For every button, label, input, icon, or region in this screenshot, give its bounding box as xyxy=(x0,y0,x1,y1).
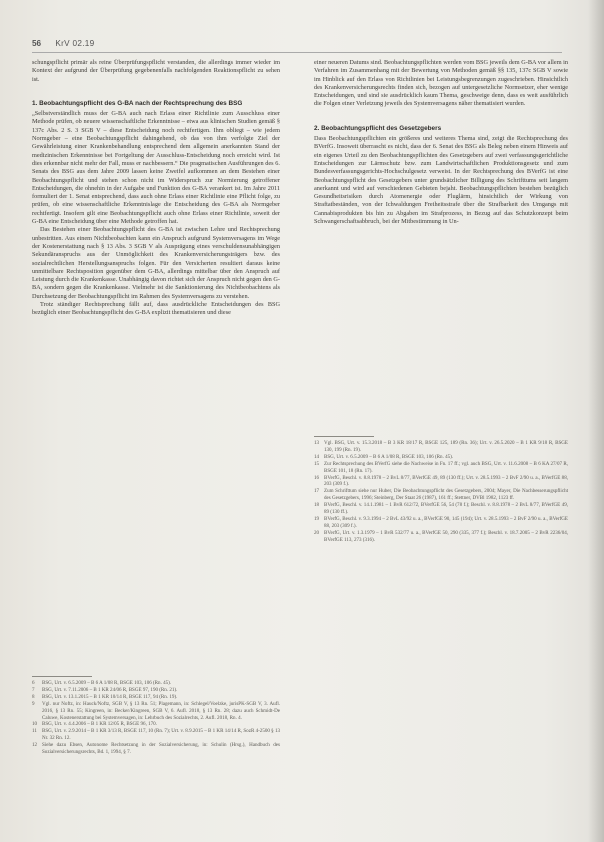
footnote-text: BSG, Urt. v. 13.1.2015 – B 1 KR 10/14 R, BSGE 117, 94 (Rn. 19). xyxy=(42,693,178,700)
footnote-number: 8 xyxy=(32,693,35,700)
footnote-text: BSG, Urt. v. 2.9.2014 – B 1 KR 3/13 R, BSGE 117, 10 (Rn. 7); Urt. v. 8.9.2015 – B 1 KR 14/14 R, SozR 4-2500 § 13 Nr. 32 Rn. 12. xyxy=(42,728,280,742)
footnote xyxy=(314,461,568,475)
footnote xyxy=(32,742,280,756)
section-2-paragraph-1: Dass Beobachtungspflichten ein größeres und weiteres Thema sind, zeigt die Rechtsprechung des BVerfG. Insoweit überrascht es nicht, dass der 6. Senat des BSG als Beleg neben einem Hinweis auf ein eigenes Urteil zu den Beobachtungspflichten des Gesetzgebers auf zwei verfassungsgerichtliche Entscheidungen zur Lärmschutz bzw. zum Landwirtschaftlichen Produktionsgesetz und zum Bundesverfassungsgerichts-Hochschulgesetz verweist. In der Rechtsprechung des BVerfG ist eine Beobachtungspflicht des Gesetzgebers unter grundsätzlicher Billigung des Schrifttums seit langem anerkannt und wird auf verschiedenen Gebieten bejaht. Beobachtungspflichten bestehen bezüglich Gesundheitsrisiken durch Atomenergie oder Fluglärm, hinsichtlich der Wirkung von Straftatbeständen, von der Ichwaldungen Freiheitsstrafe über die Strafbarkeit des Umgangs mit Cannabisprodukten bis hin zu Abgaben im Strafprozess, in Bezug auf das Schutzkonzept beim Schwangerschaftsabbruch, bei der Mitbestimmung in Un- xyxy=(314,135,568,226)
footnote-number: 15 xyxy=(314,460,320,467)
section-1-paragraph-3: Trotz ständiger Rechtsprechung fällt auf, dass ausdrückliche Entscheidungen des BSG bezüglich einer Beobachtungspflicht des G-BA explizit thematisieren und diese xyxy=(32,301,280,317)
footnotes-right xyxy=(314,440,568,830)
footnote-number: 11 xyxy=(32,728,37,735)
footnote-text: Vgl. nur Noftz, in: Hauck/Noftz, SGB V, § 13 Rn. 51; Plagemann, in: Schlegel/Voelzke, jurisPK-SGB V, 3. Aufl. 2016, § 13 Rn. 55; Kingreen, in: Becker/Kingreen, SGB V, 6. Aufl. 2018, § 13 Rn. 28; dazu auch Schmidt-De Caluwe, Kostenerstattung bei Systemversagen, in: Lehrbuch des Sozialrechts, 2. Aufl. 2018, Rn. 4. xyxy=(42,700,280,721)
footnote-text: BSG, Urt. v. 4.4.2006 – B 1 KR 12/05 R, BSGE 96, 170. xyxy=(42,721,157,728)
footnote xyxy=(314,475,568,489)
footnote xyxy=(314,516,568,530)
footnote xyxy=(314,530,568,544)
footnote-text: Zur Rechtsprechung des BVerfG siehe die Nachweise in Fn. 17 ff.; vgl. auch BSG, Urt. v. 11.6.2008 – B 6 KA 27/07 R, BSGE 101, 18 (Rn. 17). xyxy=(324,460,568,474)
footnote xyxy=(32,687,280,694)
footnote xyxy=(32,680,280,687)
footnote-rule-right xyxy=(314,436,374,437)
footnote-number: 18 xyxy=(314,502,320,509)
footnote-text: BSG, Urt. v. 6.5.2009 – B 6 A 1/08 R, BSGE 103, 106 (Rn. 45). xyxy=(42,680,172,686)
footnote-text: BVerfG, Urt. v. 1.3.1979 – 1 BvR 532/77 u. a., BVerfGE 50, 290 (335, 377 f.); Beschl. v. 18.7.2005 – 2 BvR 2236/04, BVerfGE 113, 273 (316). xyxy=(324,529,568,543)
footnote-number: 10 xyxy=(32,721,38,728)
journal-title: KrV 02.19 xyxy=(55,39,95,48)
footnote-number: 19 xyxy=(314,515,320,522)
footnote-number: 7 xyxy=(32,686,35,693)
footnote xyxy=(32,701,280,722)
footnote-text: BVerfG, Beschl. v. 8.8.1978 – 2 BvL 8/77, BVerfGE 49, 89 (130 ff.); Urt. v. 28.5.1993 – 2 BvF 2/90 u. a., BVerfGE 88, 203 (309 f.). xyxy=(324,474,568,488)
footnote-number: 12 xyxy=(32,742,38,749)
footnote-text: Siehe dazu Ebsen, Autonome Rechtsetzung in der Sozialversicherung, in: Schulin (Hrsg.), Handbuch des Sozialversicherungsrechts, Bd. 1, 1994, § 7. xyxy=(42,742,280,756)
footnote-number: 17 xyxy=(314,488,320,495)
right-paragraph-1: einer neueren Datums sind. Beobachtungspflichten werden vom BSG jeweils dem G-BA vor allem in Verfahren im Zusammenhang mit der Bewertung von Methoden gemäß §§ 135, 137c SGB V sowie im Hinblick auf den Erlass von Richtlinien bei Leistungsbegrenzungen zugeschrieben. Hinsichtlich des Krankenversicherungsrechts finden sich, bezogen auf untergesetzliche Normsetzer, eher wenige Entscheidungen, und sind sie ausdrücklich kaum Thema, geschweige denn, dass es weit ausführlich die Folgen einer Verletzung jeweils des Systemversagens näher thematisiert wurden. xyxy=(314,59,568,108)
intro-paragraph: schungspflicht primär als reine Überprüfungspflicht verstanden, die allerdings immer wieder im Kontext der aufgrund der Überprüfung gegebenenfalls nachfolgenden Reaktionspflicht zu sehen ist. xyxy=(32,59,280,83)
footnote-number: 9 xyxy=(32,700,35,707)
running-header xyxy=(32,39,562,51)
footnote xyxy=(314,454,568,461)
footnote xyxy=(314,488,568,502)
footnotes-left xyxy=(32,680,280,830)
footnote-text: Zum Schrifttum siehe nur Huber, Die Beobachtungspflicht des Gesetzgebers, 2004; Mayer, Die Nachbesserungspflicht des Gesetzgebers, 1996; Steinberg, Der Staat 26 (1987), 161 ff.; Stettner, DVBl 1982, 1123 ff. xyxy=(324,488,568,502)
footnote-number: 20 xyxy=(314,529,320,536)
footnote xyxy=(314,502,568,516)
footnote-text: BVerfG, Beschl. v. 14.1.1981 – 1 BvR 612/72, BVerfGE 56, 54 (78 f.); Beschl. v. 8.8.1978 – 2 BvL 8/77, BVerfGE 49, 89 (130 ff.). xyxy=(324,502,568,516)
footnote-number: 6 xyxy=(32,680,35,686)
footnote xyxy=(32,694,280,701)
header-rule xyxy=(32,52,562,53)
section-1-heading: 1. Beobachtungspflicht des G-BA nach der Rechtsprechung des BSG xyxy=(32,99,243,107)
footnote-rule-left xyxy=(32,676,92,677)
footnote-number: 13 xyxy=(314,440,320,446)
footnote-text: BVerfG, Beschl. v. 9.3.1994 – 2 BvL 43/92 u. a., BVerfGE 90, 145 (194); Urt. v. 28.5.1993 – 2 BvF 2/90 u. a., BVerfGE 88, 203 (309 f.). xyxy=(324,515,568,529)
footnote-number: 16 xyxy=(314,474,320,481)
footnote xyxy=(314,440,568,454)
footnote-text: BSG, Urt. v. 6.5.2009 – B 6 A 1/08 R, BSGE 103, 106 (Rn. 45). xyxy=(324,453,454,460)
footnote-text: Vgl. BSG, Urt. v. 15.3.2018 – B 3 KR 18/17 R, BSGE 125, 189 (Rn. 36); Urt. v. 26.5.2020 – B 1 KR 9/18 R, BSGE 130, 199 (Rn. 19). xyxy=(324,440,568,453)
section-1-paragraph-1: „Selbstverständlich muss der G-BA auch nach Erlass einer Richtlinie zum Ausschluss einer Methode prüfen, ob neuere wissenschaftliche Erkenntnisse – etwa aus klinischen Studien gemäß § 137c Abs. 2 S. 3 SGB V – diese Entscheidung noch rechtfertigen. Ihm obliegt – wie jedem Normgeber – eine Beobachtungspflicht dahingehend, ob das von ihm verfolgte Ziel der Gewährleistung einer Krankenbehandlung entsprechend dem allgemein anerkannten Stand der medizinischen Erkenntnisse bei Fortgeltung der Ausschluss-Entscheidung noch erreicht wird. Ist dies erkennbar nicht mehr der Fall, muss er nachbessern.“ Die pragmatischen Ausführungen des 6. Senats des BSG aus dem Jahre 2009 lassen keine Zweifel aufkommen an dem Bestehen einer Beobachtungspflicht und stehen schon nicht im Widerspruch zur Normierung getroffener Entscheidungen, die ohnehin in der Aufgabe und Funktion des G-BA verankert ist. Im Jahre 2011 formuliert der 1. Senat entsprechend, dass auch ohne Erlass einer Richtlinie eine Pflicht folge, zu prüfen, ob eine wissenschaftliche Erkenntnislage die Entscheidung des G-BA als Normgeber rechtfertigt. Insofern gilt eine Beobachtungspflicht auch ohne Erlass einer Richtlinie, soweit der G-BA eine Entscheidung über eine Methode getroffen hat. xyxy=(32,110,280,226)
section-1-paragraph-2: Das Bestehen einer Beobachtungspflicht des G-BA ist zwischen Lehre und Rechtsprechung unbestritten. Aus einem Nichtbeobachten kann ein Anspruch aufgrund Systemversagens im Wege der Kostenerstattung nach § 13 Abs. 3 SGB V als Ausprägung eines verschuldensunabhängigen Sekundäranspruchs aus der Unmöglichkeit des Krankenversicherungsträgers bzw. des sozialrechtlichen Herstellungsanspruchs folgen. Für den Versicherten resultiert daraus keine unmittelbare Rechtsposition gegenüber dem G-BA, allerdings mittelbar über den Anspruch auf Leistung durch die Krankenkasse. Unabhängig davon richtet sich der Anspruch nicht gegen den G-BA, sondern gegen die Krankenkasse. Vielmehr ist die Sanktionierung des Nichtbeobachtens als Durchsetzung der Beobachtungspflicht im Rahmen des Systemversagens zu verstehen. xyxy=(32,226,280,300)
page-spine-shadow xyxy=(588,0,604,842)
footnote-text: BSG, Urt. v. 7.11.2006 – B 1 KR 24/06 R, BSGE 97, 190 (Rn. 21). xyxy=(42,686,178,693)
footnote xyxy=(32,728,280,742)
footnote-number: 14 xyxy=(314,453,320,460)
page-number: 56 xyxy=(32,39,42,48)
right-column xyxy=(314,59,568,429)
section-2-heading: 2. Beobachtungspflicht des Gesetzgebers xyxy=(314,124,442,132)
left-column xyxy=(32,59,280,671)
